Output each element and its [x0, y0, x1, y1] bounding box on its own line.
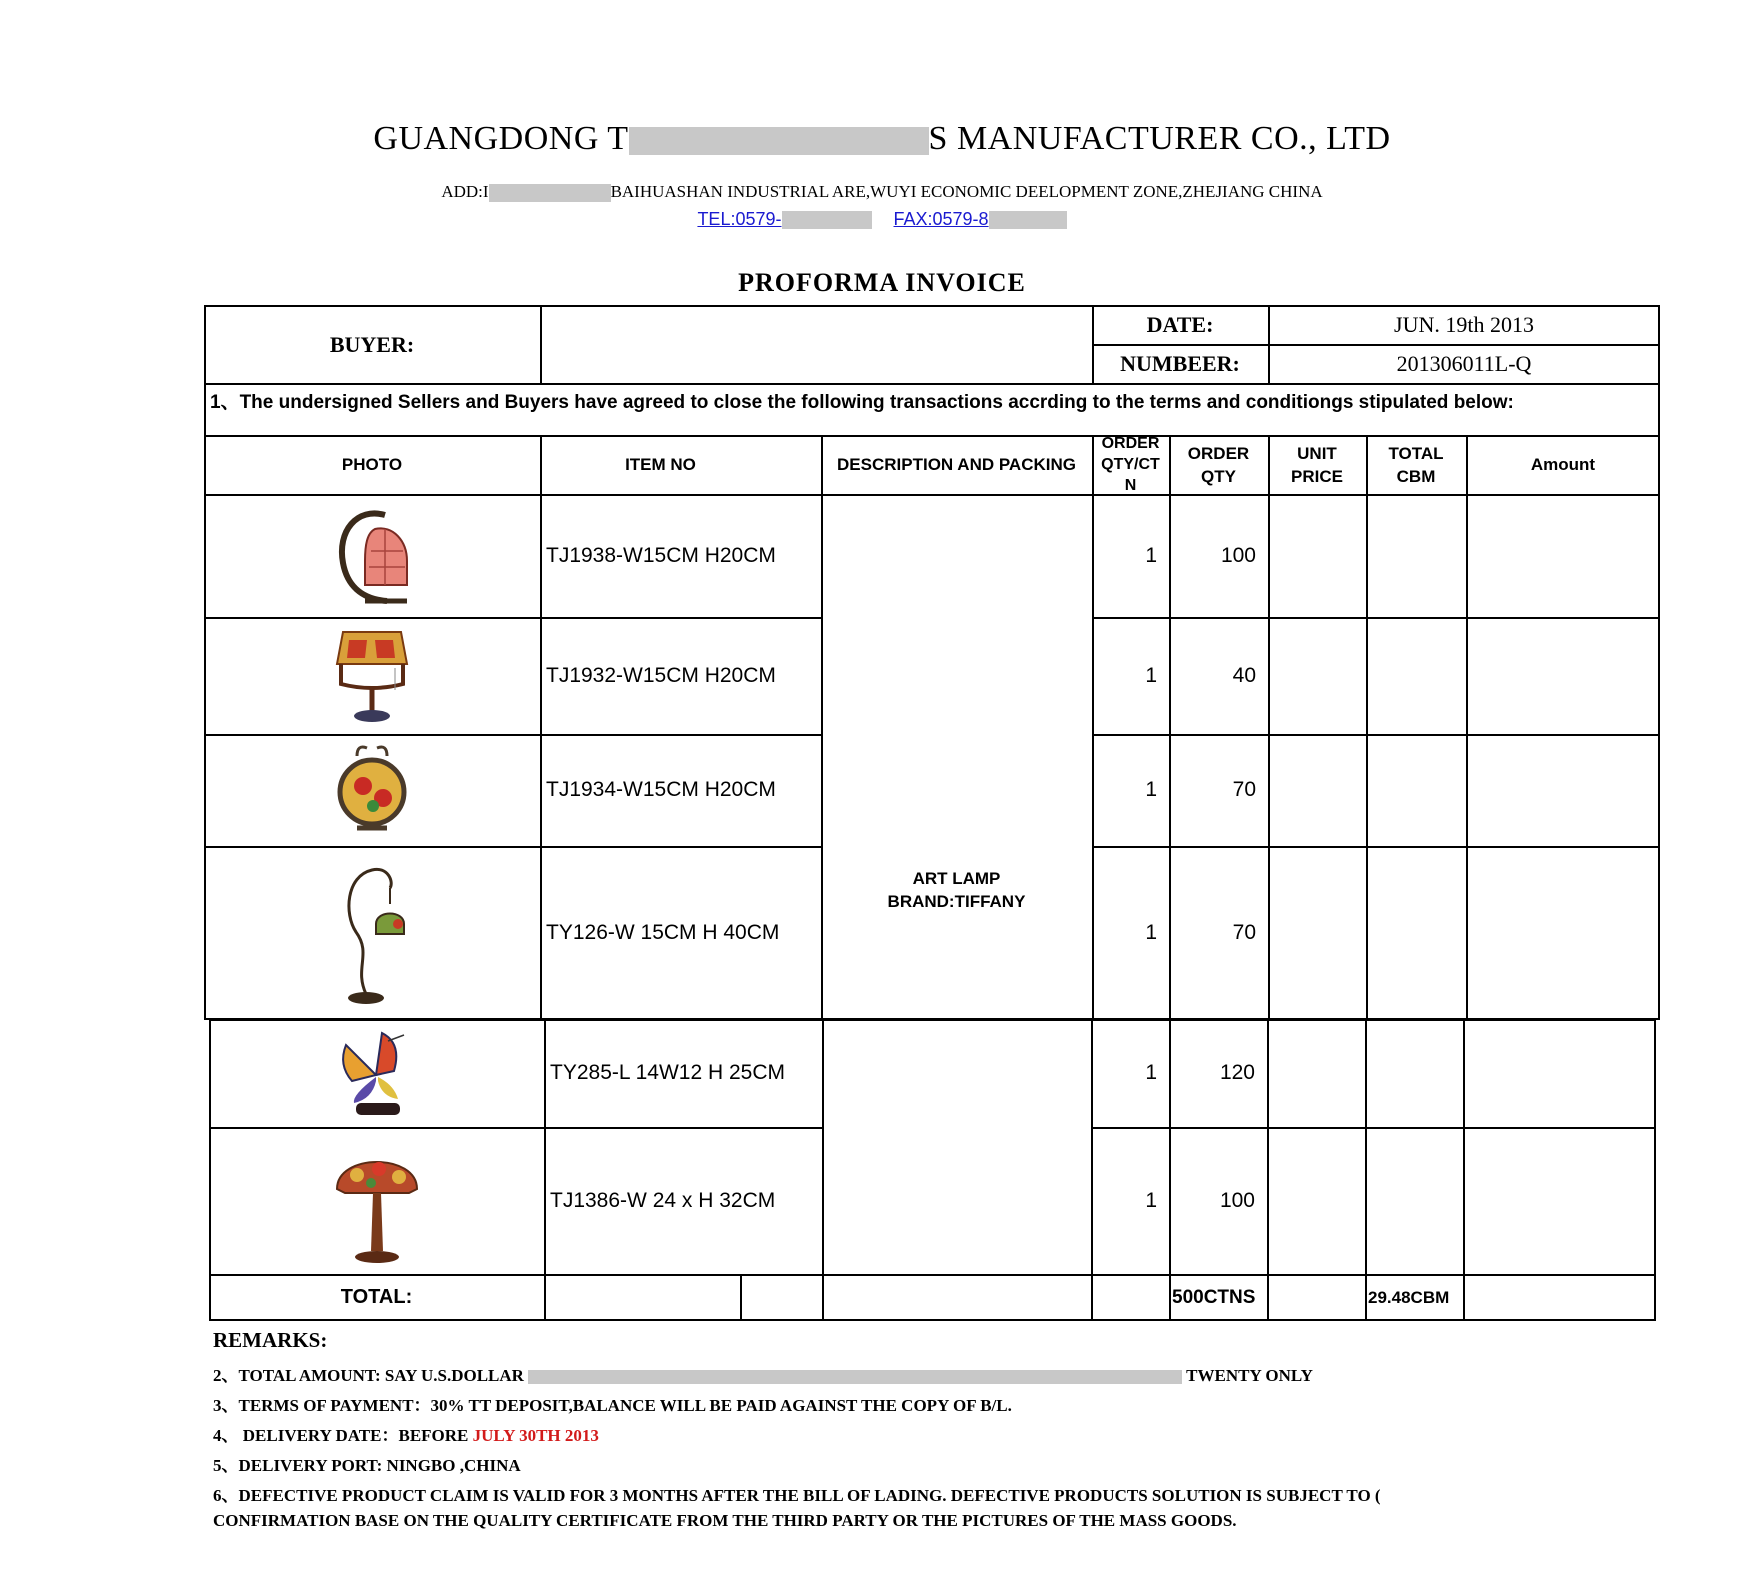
qty-ctn-cell: 1: [1145, 1188, 1157, 1212]
photo-cell: [209, 1019, 544, 1127]
buyer-label: BUYER:: [329, 331, 415, 357]
redacted-block: [489, 184, 611, 202]
col-header-qty-ctn: ORDER QTY/CT N: [1101, 435, 1160, 494]
buyer-value[interactable]: [542, 305, 1092, 384]
remark-defective-confirmation: CONFIRMATION BASE ON THE QUALITY CERTIFICATE FROM THE THIRD PARTY OR THE PICTURES OF THE MASS GOODS.: [213, 1511, 1237, 1530]
qty-ctn-cell: 1: [1145, 778, 1157, 801]
photo-cell: [204, 494, 540, 617]
remark-total-amount: 2、TOTAL AMOUNT: SAY U.S.DOLLAR TWENTY ONLY: [213, 1366, 1313, 1385]
description-cell: ART LAMP BRAND:TIFFANY: [887, 869, 1026, 911]
table-lamp-icon: [327, 1131, 427, 1271]
butterfly-lamp-icon: [332, 1025, 422, 1121]
crescent-lamp-icon: [327, 501, 417, 611]
item-no-cell: TJ1934-W15CM H20CM: [546, 778, 776, 801]
tel-link[interactable]: TEL:0579-: [697, 209, 871, 229]
total-cbm: 29.48CBM: [1368, 1287, 1450, 1307]
photo-cell: [209, 1127, 544, 1274]
qty-ctn-cell: 1: [1145, 543, 1157, 567]
photo-cell: [204, 846, 540, 1019]
document-title: PROFORMA INVOICE: [738, 268, 1026, 297]
order-qty-cell: 100: [1220, 543, 1256, 567]
order-qty-cell: 70: [1232, 920, 1256, 944]
redacted-block: [629, 127, 929, 155]
order-qty-cell: 120: [1219, 1061, 1255, 1084]
photo-cell: [204, 617, 540, 734]
order-qty-cell: 40: [1232, 663, 1256, 687]
col-header-total-cbm: TOTAL CBM: [1388, 443, 1444, 486]
redacted-block: [528, 1370, 1182, 1384]
company-contact[interactable]: [0, 209, 1764, 230]
date-value: JUN. 19th 2013: [1394, 311, 1534, 337]
qty-ctn-cell: 1: [1145, 1061, 1157, 1084]
number-value: 201306011L-Q: [1396, 350, 1532, 376]
date-label: DATE:: [1146, 311, 1214, 337]
terms-line: 1、The undersigned Sellers and Buyers have agreed to close the following transactions accrding to the terms and conditiongs stipulated below:: [210, 391, 1514, 413]
fax-link[interactable]: FAX:0579-8: [894, 209, 1067, 229]
remark-delivery-date: 4、 DELIVERY DATE：BEFORE JULY 30TH 2013: [213, 1426, 599, 1445]
qty-ctn-cell: 1: [1145, 920, 1157, 944]
item-no-cell: TJ1938-W15CM H20CM: [546, 543, 776, 567]
remark-defective-claim: 6、DEFECTIVE PRODUCT CLAIM IS VALID FOR 3 MONTHS AFTER THE BILL OF LADING. DEFECTIVE PRODUCTS SOLUTION IS SUBJECT TO (: [213, 1486, 1381, 1505]
remark-delivery-port: 5、DELIVERY PORT: NINGBO ,CHINA: [213, 1456, 521, 1475]
order-qty-cell: 100: [1219, 1188, 1255, 1212]
item-no-cell: TY126-W 15CM H 40CM: [546, 920, 780, 944]
photo-cell: [204, 734, 540, 846]
item-no-cell: TY285-L 14W12 H 25CM: [550, 1061, 785, 1084]
bankers-lamp-icon: [327, 626, 417, 726]
order-qty-cell: 70: [1232, 778, 1256, 801]
remark-payment-terms: 3、TERMS OF PAYMENT：30% TT DEPOSIT,BALANCE WILL BE PAID AGAINST THE COPY OF B/L.: [213, 1396, 1012, 1415]
company-name: GUANGDONG T S MANUFACTURER CO., LTD: [373, 120, 1391, 157]
hanging-lamp-icon: [332, 858, 412, 1008]
qty-ctn-cell: 1: [1145, 663, 1157, 687]
col-header-amount: Amount: [1530, 454, 1596, 474]
col-header-description: DESCRIPTION AND PACKING: [837, 454, 1076, 474]
col-header-order-qty: ORDER QTY: [1187, 443, 1250, 486]
col-header-unit-price: UNIT PRICE: [1291, 443, 1343, 486]
item-no-cell: TJ1932-W15CM H20CM: [546, 663, 776, 687]
redacted-block: [782, 211, 872, 229]
number-label: NUMBEER:: [1120, 350, 1240, 376]
redacted-block: [989, 211, 1067, 229]
col-header-photo: PHOTO: [341, 454, 403, 474]
item-no-cell: TJ1386-W 24 x H 32CM: [550, 1188, 776, 1212]
globe-lamp-icon: [327, 740, 417, 840]
company-address: ADD:I BAIHUASHAN INDUSTRIAL ARE,WUYI ECONOMIC DEELOPMENT ZONE,ZHEJIANG CHINA: [441, 182, 1323, 201]
total-order-qty: 500CTNS: [1172, 1286, 1256, 1308]
remarks-title: REMARKS:: [213, 1328, 328, 1352]
col-header-item-no: ITEM NO: [625, 454, 696, 474]
total-label: TOTAL:: [340, 1286, 413, 1308]
